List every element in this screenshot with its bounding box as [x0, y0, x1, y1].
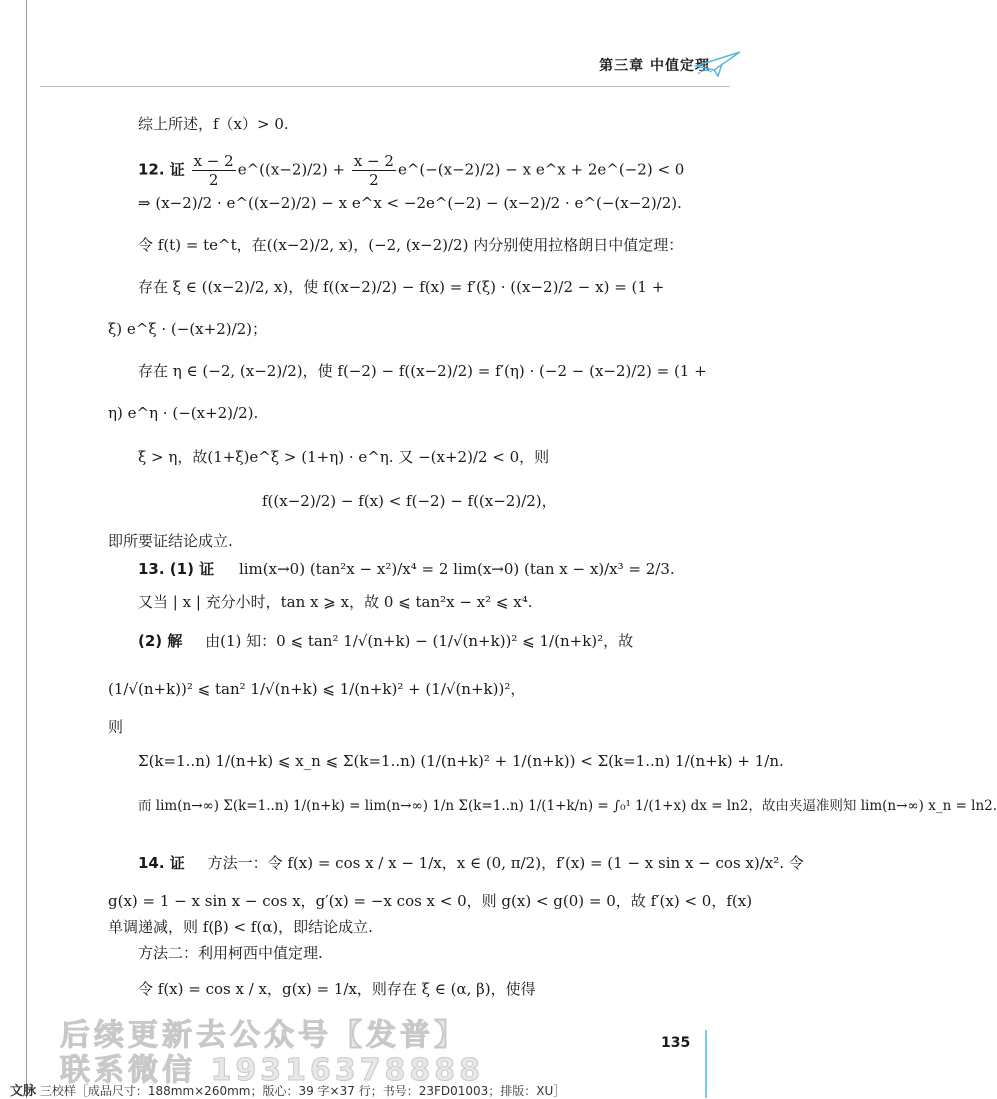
text-line: 即所要证结论成立.	[108, 532, 233, 550]
problem-12: 12. 证 $\frac{x - 2}{2}$ e^((x−2)/2) + $\frac{x - 2}{2}$ e^(−(x−2)/2) − x e^x + 2e^(−2) < 0	[138, 152, 685, 189]
header-rule	[40, 86, 730, 87]
problem-13: 13. (1) 证 lim(x→0) (tan²x − x²)/x⁴ = 2 lim(x→0) (tan x − x)/x³ = 2/3.	[138, 560, 675, 578]
text-line: ξ > η，故(1+ξ)e^ξ > (1+η) · e^η. 又 −(x+2)/2 < 0，则	[138, 448, 550, 466]
print-footer: 文脉 三校样［成品尺寸：188mm×260mm；版心：39 字×37 行；书号：23FD01003；排版：XU］	[10, 1084, 566, 1099]
problem-14: 14. 证 方法一：令 f(x) = cos x / x − 1/x，x ∈ (0, π/2)，f′(x) = (1 − x sin x − cos x)/x². 令	[138, 854, 804, 872]
math-display: 而 lim(n→∞) Σ(k=1..n) 1/(n+k) = lim(n→∞) 1/n Σ(k=1..n) 1/(1+k/n) = ∫₀¹ 1/(1+x) dx = ln2，故由夹逼准则知 lim(n→∞) x_n = ln2.	[138, 798, 997, 814]
text-line: 方法二：利用柯西中值定理.	[138, 944, 323, 962]
paper-plane-icon	[694, 48, 742, 78]
text-line: (2) 解 由(1) 知：0 ⩽ tan² 1/√(n+k) − (1/√(n+k))² ⩽ 1/(n+k)²，故	[138, 632, 634, 650]
text-line: 综上所述，f（x）> 0.	[138, 115, 289, 133]
text-line: 存在 ξ ∈ ((x−2)/2, x)，使 f((x−2)/2) − f(x) = f′(ξ) · ((x−2)/2 − x) = (1 +	[138, 278, 665, 296]
math-display: Σ(k=1..n) 1/(n+k) ⩽ x_n ⩽ Σ(k=1..n) (1/(n+k)² + 1/(n+k)) < Σ(k=1..n) 1/(n+k) + 1/n.	[138, 752, 784, 770]
text-line: ⇒ (x−2)/2 · e^((x−2)/2) − x e^x < −2e^(−2) − (x−2)/2 · e^(−(x−2)/2).	[138, 194, 682, 212]
text-line: 又当 | x | 充分小时，tan x ⩾ x，故 0 ⩽ tan²x − x² ⩽ x⁴.	[138, 593, 533, 611]
text-line: 存在 η ∈ (−2, (x−2)/2)，使 f(−2) − f((x−2)/2) = f′(η) · (−2 − (x−2)/2) = (1 +	[138, 362, 707, 380]
page-number: 135	[661, 1035, 691, 1051]
text-line: ξ) e^ξ · (−(x+2)/2)；	[108, 320, 268, 338]
text-line: 则	[108, 718, 124, 736]
page-left-border	[26, 0, 27, 1098]
problem-label: 13. (1) 证	[138, 560, 215, 578]
problem-label: 12. 证	[138, 160, 185, 179]
watermark-line: 联系微信 19316378888	[60, 1053, 485, 1088]
problem-label: 14. 证	[138, 854, 185, 872]
text-line: 令 f(t) = te^t，在((x−2)/2, x)，(−2, (x−2)/2) 内分别使用拉格朗日中值定理：	[138, 236, 684, 254]
text-line: 令 f(x) = cos x / x，g(x) = 1/x，则存在 ξ ∈ (α, β)，使得	[138, 980, 536, 998]
watermark-line: 后续更新去公众号【发普】	[60, 1018, 468, 1053]
text-line: g(x) = 1 − x sin x − cos x，g′(x) = −x cos x < 0，则 g(x) < g(0) = 0，故 f′(x) < 0，f(x)	[108, 892, 753, 910]
chapter-header: 第三章 中值定理	[599, 58, 710, 74]
math-display: (1/√(n+k))² ⩽ tan² 1/√(n+k) ⩽ 1/(n+k)² + (1/√(n+k))²，	[108, 680, 526, 698]
text-line: 单调递减，则 f(β) < f(α)，即结论成立.	[108, 918, 373, 936]
math-display: f((x−2)/2) − f(x) < f(−2) − f((x−2)/2)，	[262, 492, 557, 510]
page-accent-bar	[705, 1030, 707, 1098]
text-line: η) e^η · (−(x+2)/2).	[108, 404, 259, 422]
